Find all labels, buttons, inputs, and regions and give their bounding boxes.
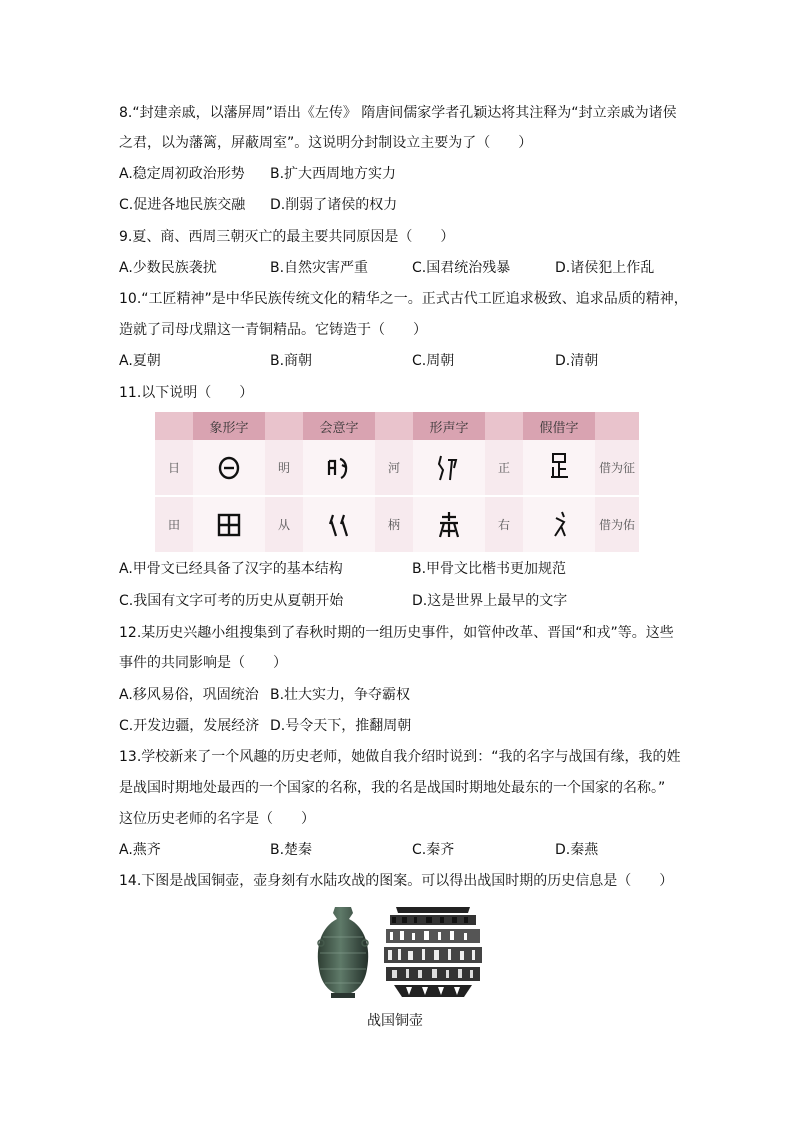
q10-option-c: C.周朝: [412, 353, 455, 369]
oracle-ming-glyph: [303, 440, 375, 496]
table-cell: 正: [485, 440, 523, 496]
q10-stem-line1: 10.“工匠精神”是中华民族传统文化的精华之一。正式古代工匠追求极致、追求品质的精神，: [119, 291, 688, 307]
q11-option-b: B.甲骨文比楷书更加规范: [412, 561, 567, 577]
q10-option-d: D.清朝: [555, 353, 599, 369]
oracle-bing-glyph: [413, 496, 485, 552]
table-cell: 明: [265, 440, 303, 496]
q9-option-d: D.诸侯犯上作乱: [555, 260, 655, 276]
q14-stem-line1: 14.下图是战国铜壶，壶身刻有水陆攻战的图案。可以得出战国时期的历史信息是（ ）: [119, 873, 674, 889]
table-row: [155, 440, 639, 496]
q9-option-c: C.国君统治残暴: [412, 260, 511, 276]
q12-stem-line1: 12.某历史兴趣小组搜集到了春秋时期的一组历史事件，如管仲改革、晋国“和戎”等。这些: [119, 625, 674, 641]
q12-stem-line2: 事件的共同影响是（ ）: [119, 655, 287, 671]
q12-option-d: D.号令天下，推翻周朝: [270, 718, 412, 734]
bronze-vessel-photo: [311, 903, 375, 999]
oracle-you-glyph: [523, 496, 595, 552]
figure-caption: 战国铜壶: [367, 1013, 423, 1029]
header-loan-character: 假借字: [523, 412, 595, 440]
table-cell: 田: [155, 496, 193, 552]
oracle-zheng-glyph: [523, 440, 595, 496]
q8-stem-line1: 8.“封建亲戚，以藩屏周”语出《左传》 隋唐间儒家学者孔颖达将其注释为“封立亲戚为诸侯: [119, 105, 677, 121]
q13-option-a: A.燕齐: [119, 842, 161, 858]
oracle-sun-glyph: [193, 440, 265, 496]
oracle-cong-glyph: [303, 496, 375, 552]
table-cell: 借为佑: [595, 496, 639, 552]
character-types-table: [155, 412, 639, 552]
q8-option-b: B.扩大西周地方实力: [270, 166, 397, 182]
q11-option-c: C.我国有文字可考的历史从夏朝开始: [119, 593, 344, 609]
q12-option-c: C.开发边疆，发展经济: [119, 718, 260, 734]
q10-option-a: A.夏朝: [119, 353, 161, 369]
q13-option-b: B.楚秦: [270, 842, 313, 858]
table-cell: 柄: [375, 496, 413, 552]
q13-stem-line3: 这位历史老师的名字是（ ）: [119, 811, 315, 827]
q11-option-a: A.甲骨文已经具备了汉字的基本结构: [119, 561, 343, 577]
q13-option-d: D.秦燕: [555, 842, 599, 858]
table-header-row: [155, 412, 639, 440]
table-cell: 从: [265, 496, 303, 552]
header-ideograph: 会意字: [303, 412, 375, 440]
q11-stem-line1: 11.以下说明（ ）: [119, 385, 254, 401]
table-cell: 借为征: [595, 440, 639, 496]
q9-option-a: A.少数民族袭扰: [119, 260, 217, 276]
table-cell: 日: [155, 440, 193, 496]
q11-option-d: D.这是世界上最早的文字: [412, 593, 568, 609]
table-cell: 河: [375, 440, 413, 496]
table-cell: 右: [485, 496, 523, 552]
oracle-he-glyph: [413, 440, 485, 496]
table-row: [155, 496, 639, 552]
q8-option-a: A.稳定周初政治形势: [119, 166, 245, 182]
q13-stem-line1: 13.学校新来了一个风趣的历史老师，她做自我介绍时说到：“我的名字与战国有缘，我的姓: [119, 749, 681, 765]
q13-stem-line2: 是战国时期地处最西的一个国家的名称，我的名是战国时期地处最东的一个国家的名称。”: [119, 780, 666, 796]
q9-option-b: B.自然灾害严重: [270, 260, 369, 276]
q10-stem-line2: 造就了司母戊鼎这一青铜精品。它铸造于（ ）: [119, 322, 427, 338]
q8-option-c: C.促进各地民族交融: [119, 197, 246, 213]
oracle-field-glyph: [193, 496, 265, 552]
q8-stem-line2: 之君，以为藩篱，屏蔽周室”。这说明分封制设立主要为了（ ）: [119, 135, 533, 151]
header-pictograph: 象形字: [193, 412, 265, 440]
q8-option-d: D.削弱了诸侯的权力: [270, 197, 398, 213]
q9-stem-line1: 9.夏、商、西周三朝灭亡的最主要共同原因是（ ）: [119, 229, 455, 245]
q10-option-b: B.商朝: [270, 353, 313, 369]
engraved-pattern-rubbing: [382, 903, 484, 999]
header-phonosemantic: 形声字: [413, 412, 485, 440]
q13-option-c: C.秦齐: [412, 842, 455, 858]
q12-option-b: B.壮大实力，争夺霸权: [270, 687, 411, 703]
q12-option-a: A.移风易俗，巩固统治: [119, 687, 259, 703]
